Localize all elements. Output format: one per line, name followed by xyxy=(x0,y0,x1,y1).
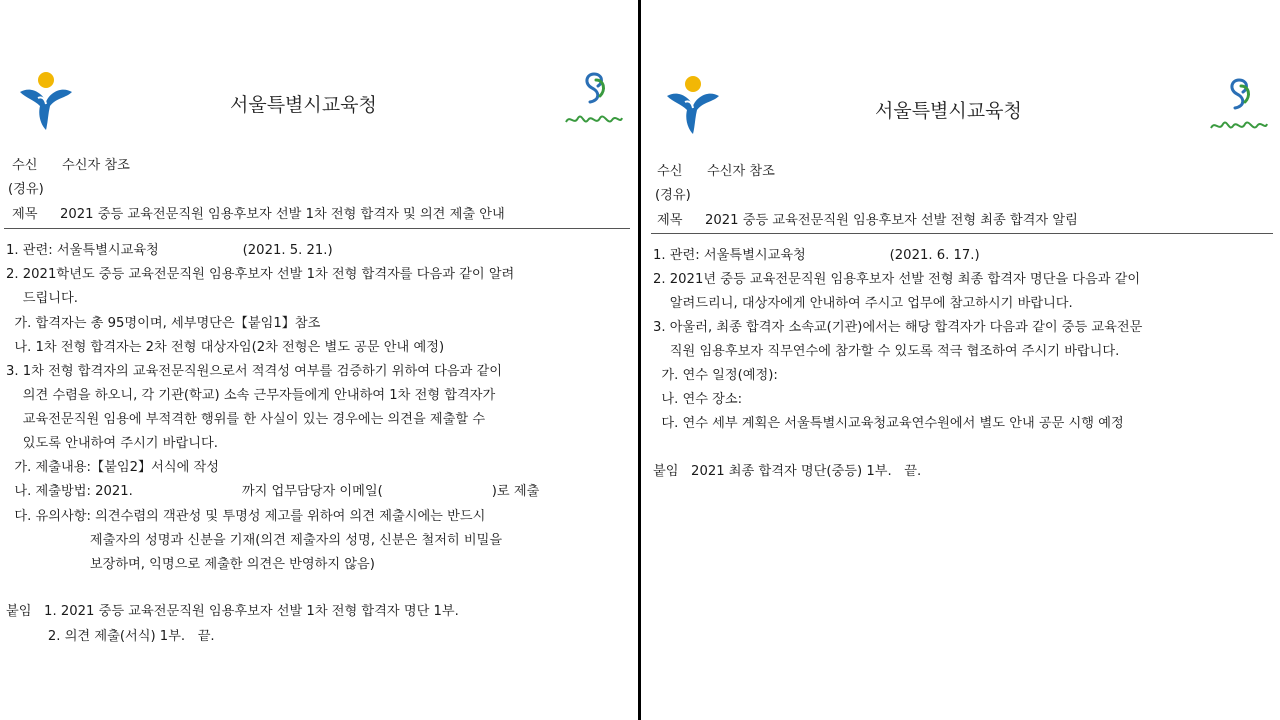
attachment-line: 붙임 1. 2021 중등 교육전문직원 임용후보자 선발 1차 전형 합격자 명단 1부. xyxy=(6,604,459,619)
body-line: 보장하며, 익명으로 제출한 의견은 반영하지 않음) xyxy=(6,557,375,572)
body-line: 나. 제출방법: 2021. 까지 업무담당자 이메일( )로 제출 xyxy=(6,484,540,499)
slogan-logo-icon xyxy=(1205,72,1273,140)
recipient-value: 수신자 참조 xyxy=(62,158,130,173)
body-line: 제출자의 성명과 신분을 기재(의견 제출자의 성명, 신분은 철저히 비밀을 xyxy=(6,533,503,548)
via-line: (경유) xyxy=(655,188,691,203)
body-line: 나. 연수 장소: xyxy=(653,392,743,407)
subject-value: 2021 중등 교육전문직원 임용후보자 선발 1차 전형 합격자 및 의견 제출 안내 xyxy=(60,207,505,222)
recipient-label: 수신 xyxy=(12,158,38,173)
right-document xyxy=(645,0,1280,720)
body-line: 직원 임용후보자 직무연수에 참가할 수 있도록 적극 협조하여 주시기 바랍니다. xyxy=(653,344,1120,359)
subject-value: 2021 중등 교육전문직원 임용후보자 선발 전형 최종 합격자 알림 xyxy=(705,213,1078,228)
body-line: 1. 관련: 서울특별시교육청 (2021. 5. 21.) xyxy=(6,243,333,258)
body-line: 드립니다. xyxy=(6,291,78,306)
recipient-label: 수신 xyxy=(657,164,683,179)
slogan-logo-icon xyxy=(560,66,628,134)
body-line: 알려드리니, 대상자에게 안내하여 주시고 업무에 참고하시기 바랍니다. xyxy=(653,296,1073,311)
attachment-line: 붙임 2021 최종 합격자 명단(중등) 1부. 끝. xyxy=(653,464,922,479)
via-line: (경유) xyxy=(8,182,44,197)
body-line: 2. 2021년 중등 교육전문직원 임용후보자 선발 전형 최종 합격자 명단을 다음과 같이 xyxy=(653,272,1141,287)
subject-divider xyxy=(651,233,1273,234)
subject-divider xyxy=(4,228,630,229)
page-divider xyxy=(638,0,641,720)
body-line: 가. 합격자는 총 95명이며, 세부명단은【붙임1】참조 xyxy=(6,316,321,331)
body-line: 가. 제출내용:【붙임2】서식에 작성 xyxy=(6,460,220,475)
body-line: 2. 2021학년도 중등 교육전문직원 임용후보자 선발 1차 전형 합격자를 다음과 같이 알려 xyxy=(6,267,515,282)
body-line: 3. 1차 전형 합격자의 교육전문직원으로서 적격성 여부를 검증하기 위하여 다음과 같이 xyxy=(6,364,503,379)
seoul-education-logo-icon xyxy=(663,72,723,136)
subject-label: 제목 xyxy=(12,207,38,222)
body-line: 3. 아울러, 최종 합격자 소속교(기관)에서는 해당 합격자가 다음과 같이 중등 교육전문 xyxy=(653,320,1143,335)
attachment-line: 2. 의견 제출(서식) 1부. 끝. xyxy=(6,629,215,644)
body-line: 있도록 안내하여 주시기 바랍니다. xyxy=(6,436,218,451)
body-line: 의견 수렴을 하오니, 각 기관(학교) 소속 근무자들에게 안내하여 1차 전형 합격자가 xyxy=(6,388,496,403)
org-title: 서울특별시교육청 xyxy=(230,94,377,116)
recipient-value: 수신자 참조 xyxy=(707,164,775,179)
org-title: 서울특별시교육청 xyxy=(875,100,1022,122)
seoul-education-logo-icon xyxy=(16,68,76,132)
body-line: 나. 1차 전형 합격자는 2차 전형 대상자임(2차 전형은 별도 공문 안내 예정) xyxy=(6,340,445,355)
body-line: 가. 연수 일정(예정): xyxy=(653,368,778,383)
subject-label: 제목 xyxy=(657,213,683,228)
body-line: 다. 유의사항: 의견수렴의 객관성 및 투명성 제고를 위하여 의견 제출시에는 반드시 xyxy=(6,509,486,524)
body-line: 다. 연수 세부 계획은 서울특별시교육청교육연수원에서 별도 안내 공문 시행 예정 xyxy=(653,416,1124,431)
left-document xyxy=(0,0,636,720)
body-line: 교육전문직원 임용에 부적격한 행위를 한 사실이 있는 경우에는 의견을 제출할 수 xyxy=(6,412,486,427)
body-line: 1. 관련: 서울특별시교육청 (2021. 6. 17.) xyxy=(653,248,980,263)
